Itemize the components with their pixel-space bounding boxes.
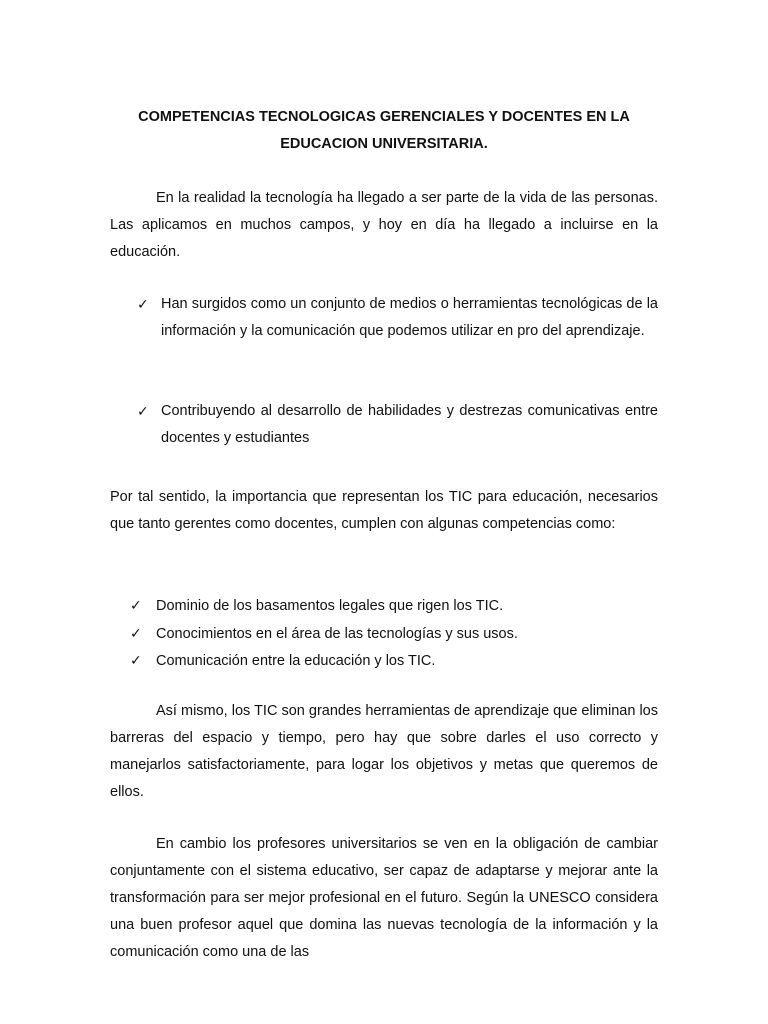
checkmark-icon: ✓	[137, 296, 149, 312]
intro-bullet-item: Han surgidos como un conjunto de medios o herramientas tecnológicas de la información y la comunicación que podemos utilizar en pro del aprendizaje.	[161, 296, 658, 339]
checkmark-icon: ✓	[137, 403, 149, 419]
checkmark-icon: ✓	[130, 652, 142, 668]
intro-bullet-item: Contribuyendo al desarrollo de habilidades y destrezas comunicativas entre docentes y estudiantes	[161, 403, 658, 446]
asi-mismo-paragraph: Así mismo, los TIC son grandes herramientas de aprendizaje que eliminan los barreras del espacio y tiempo, pero hay que sobre darles el uso correcto y manejarlos satisfactoriamente, para logar los objetivos y metas que queremos de ellos.	[110, 703, 658, 800]
list-item-text: Dominio de los basamentos legales que rigen los TIC.	[156, 598, 504, 614]
list-item-text: Conocimientos en el área de las tecnologías y sus usos.	[156, 625, 518, 642]
list-item	[130, 592, 670, 620]
list-item	[130, 620, 670, 648]
checkmark-icon: ✓	[130, 597, 142, 613]
en-cambio-paragraph: En cambio los profesores universitarios se ven en la obligación de cambiar conjuntamente con el sistema educativo, ser capaz de adaptarse y mejorar ante la transformación para ser mejor profesional en el futuro. Según la UNESCO considera una buen profesor aquel que domina las nuevas tecnología de la información y la comunicación como una de las	[110, 836, 658, 960]
intro-paragraph: En la realidad la tecnología ha llegado a ser parte de la vida de las personas. Las aplicamos en muchos campos, y hoy en día ha llegado a incluirse en la educación.	[110, 190, 658, 260]
checkmark-icon: ✓	[130, 624, 142, 641]
list-item-text: Comunicación entre la educación y los TIC.	[156, 653, 436, 669]
list-item	[130, 647, 670, 675]
title-line-2: EDUCACION UNIVERSITARIA.	[280, 136, 488, 152]
importance-paragraph: Por tal sentido, la importancia que representan los TIC para educación, necesarios que tanto gerentes como docentes, cumplen con algunas competencias como:	[110, 489, 658, 532]
competencias-list	[130, 592, 670, 675]
title-line-1: COMPETENCIAS TECNOLOGICAS GERENCIALES Y DOCENTES EN LA	[138, 109, 630, 125]
document-title	[100, 104, 668, 158]
